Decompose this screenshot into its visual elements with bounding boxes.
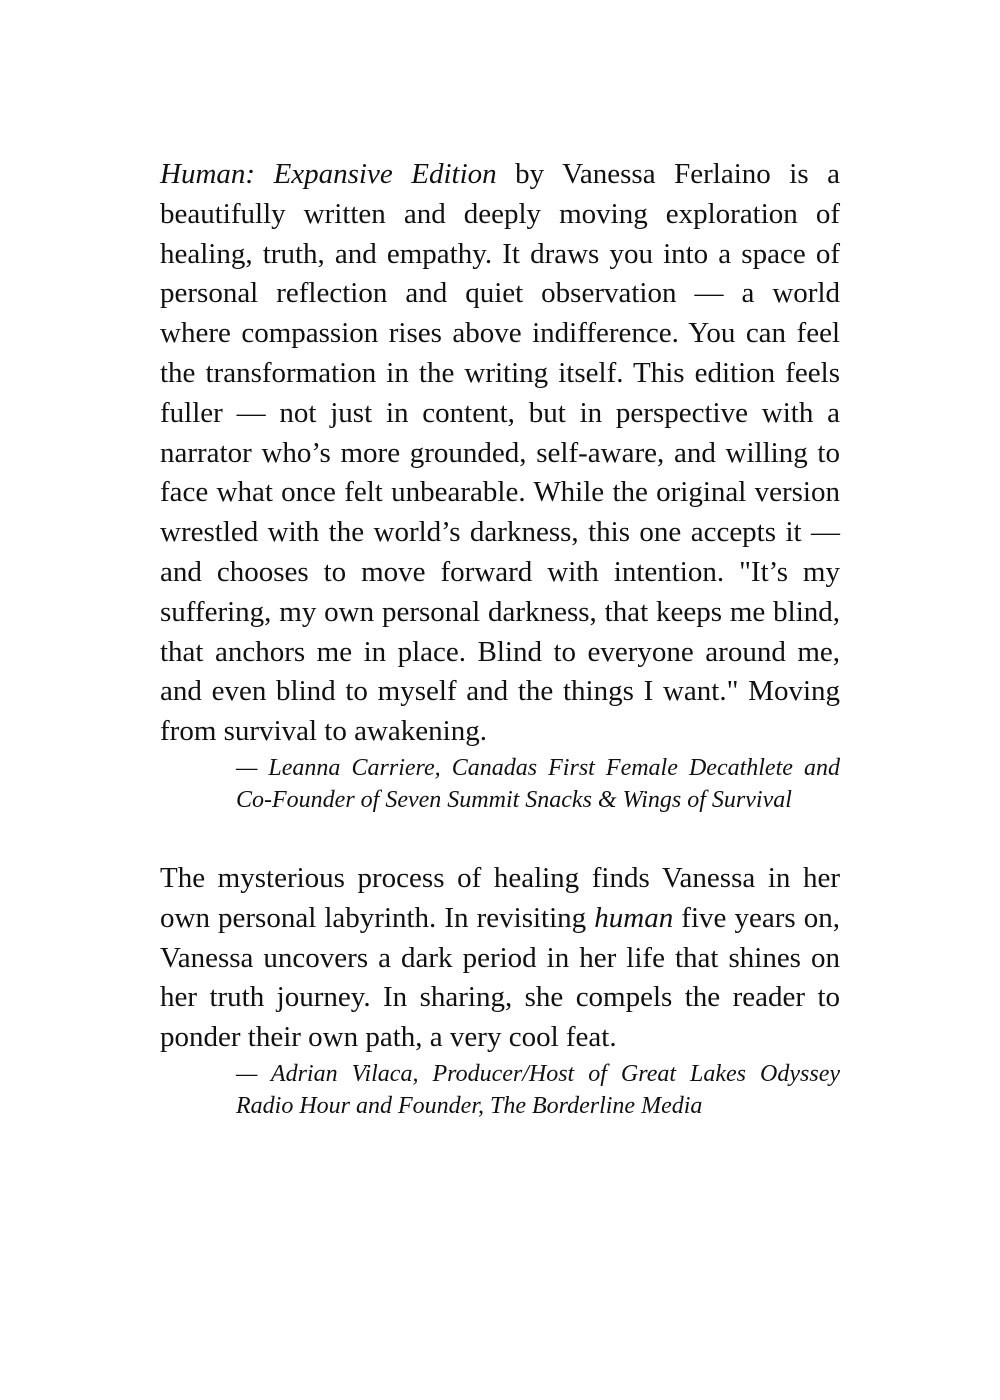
- review-adrian-vilaca: [160, 859, 840, 1123]
- review-text: by Vanessa Ferlaino is a beautifully written and deeply moving exploration of healing, truth, and empathy. It draws you into a space of personal reflection and quiet observation — a world where compassion rises above indifference. You can feel the transformation in the writing itself. This edition feels fuller — not just in content, but in perspective with a narrator who’s more grounded, self-aware, and willing to face what once felt unbearable. While the original version wrestled with the world’s darkness, this one accepts it — and chooses to move forward with intention. "It’s my suffering, my own personal darkness, that keeps me blind, that anchors me in place. Blind to everyone around me, and even blind to myself and the things I want." Moving from survival to awakening.: [160, 158, 841, 748]
- book-title-inline: human: [594, 901, 674, 934]
- review-leanna-carriere: [160, 155, 840, 817]
- review-body: [160, 859, 840, 1058]
- review-text-end: five years on, Vanessa uncovers a dark period in her life that shines on her truth journey. In sharing, she compels the reader to ponder their own path, a very cool feat.: [160, 901, 840, 1054]
- review-text-start: The mysterious process of healing finds Vanessa in her own personal labyrinth. In revisiting: [160, 861, 840, 934]
- praise-page: [160, 155, 840, 1123]
- book-title: Human: Expansive Edition: [160, 158, 497, 190]
- review-body: [160, 155, 840, 752]
- review-attribution: — Adrian Vilaca, Producer/Host of Great Lakes Odyssey Radio Hour and Founder, The Borderline Media: [236, 1060, 840, 1120]
- review-attribution: — Leanna Carriere, Canadas First Female Decathlete and Co-Founder of Seven Summit Snacks & Wings of Survival: [236, 754, 840, 814]
